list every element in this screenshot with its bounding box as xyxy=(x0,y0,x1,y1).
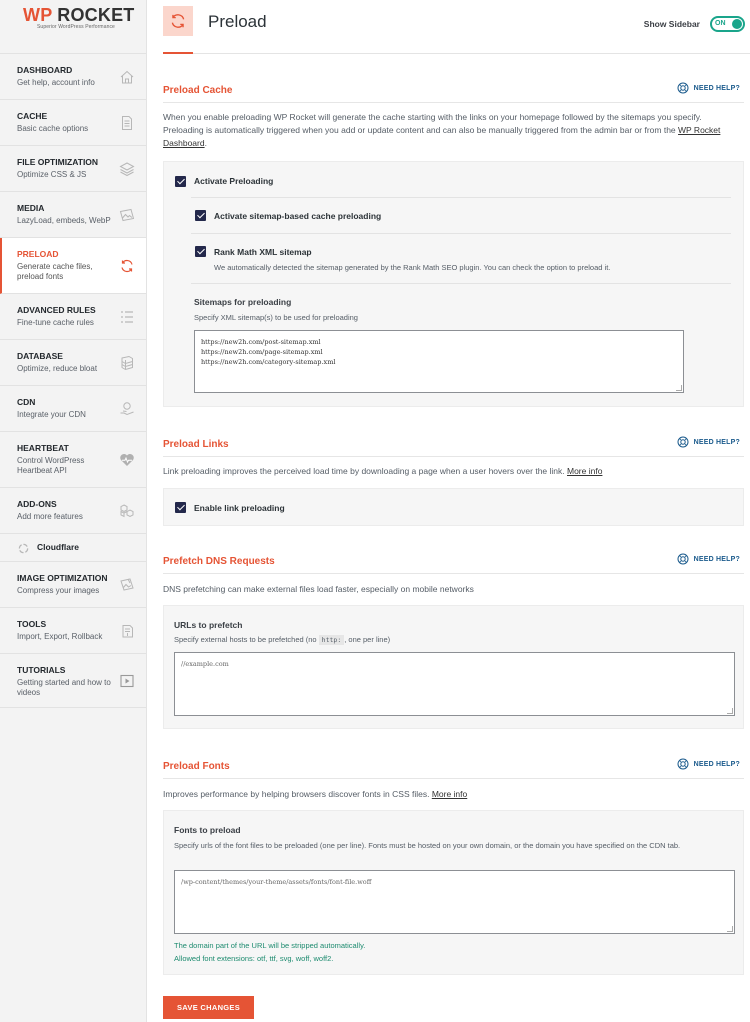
placeholder: /wp-content/themes/your-theme/assets/fonts/font-file.woff xyxy=(181,878,372,886)
enable-link-preloading-checkbox[interactable] xyxy=(175,502,186,513)
sidebar-item-desc: Basic cache options xyxy=(17,124,89,133)
sidebar-item-title: ADD-ONS xyxy=(17,499,57,509)
divider xyxy=(191,283,731,284)
sidebar-item-desc: LazyLoad, embeds, WebP xyxy=(17,216,111,225)
sidebar-item-title: DASHBOARD xyxy=(17,65,73,75)
wp-rocket-logo[interactable] xyxy=(0,0,146,54)
sidebar-item-tools[interactable] xyxy=(0,608,146,654)
fonts-textarea[interactable] xyxy=(174,870,735,934)
database-icon xyxy=(119,355,135,371)
enable-link-preloading-label: Enable link preloading xyxy=(194,503,285,513)
http-code: http: xyxy=(319,635,345,645)
activate-preloading-checkbox[interactable] xyxy=(175,176,186,187)
sidebar-item-cdn[interactable] xyxy=(0,386,146,432)
allowed-extensions-note: Allowed font extensions: otf, ttf, svg, woff, woff2. xyxy=(174,954,334,963)
tools-icon xyxy=(119,623,135,639)
prefetch-dns-options xyxy=(163,605,744,729)
play-icon xyxy=(119,673,135,689)
lifebuoy-icon xyxy=(677,758,689,770)
heartbeat-icon xyxy=(119,452,135,468)
sidebar-item-cloudflare[interactable] xyxy=(0,534,146,562)
sidebar-item-desc: Generate cache files, preload fonts xyxy=(17,262,93,281)
page-title: Preload xyxy=(208,12,267,31)
sidebar-item-dashboard[interactable] xyxy=(0,54,146,100)
need-help-label: NEED HELP? xyxy=(693,84,740,92)
sidebar-item-desc: Optimize CSS & JS xyxy=(17,170,87,179)
resize-grip[interactable] xyxy=(727,708,733,714)
preload-links-description xyxy=(163,465,743,478)
sidebar-item-desc: Optimize, reduce bloat xyxy=(17,364,98,373)
sidebar-item-desc: Get help, account info xyxy=(17,78,95,87)
sidebar-item-media[interactable] xyxy=(0,192,146,238)
document-icon xyxy=(119,115,135,131)
sidebar xyxy=(0,0,147,1022)
section-title: Preload Cache xyxy=(163,85,233,96)
need-help-label: NEED HELP? xyxy=(693,438,740,446)
resize-grip[interactable] xyxy=(676,385,682,391)
sidebar-item-title: HEARTBEAT xyxy=(17,443,69,453)
sidebar-item-title: PRELOAD xyxy=(17,249,59,259)
sidebar-item-title: ADVANCED RULES xyxy=(17,305,96,315)
sidebar-item-title: MEDIA xyxy=(17,203,45,213)
domain-stripped-note: The domain part of the URL will be stripped automatically. xyxy=(174,941,366,950)
logo-wp: WP xyxy=(23,5,53,25)
sidebar-item-desc: Fine-tune cache rules xyxy=(17,318,94,327)
sidebar-item-heartbeat[interactable] xyxy=(0,432,146,488)
activate-preloading-label: Activate Preloading xyxy=(194,176,274,186)
sidebar-item-title: TUTORIALS xyxy=(17,665,66,675)
need-help-link[interactable] xyxy=(677,82,740,94)
save-changes-button[interactable]: SAVE CHANGES xyxy=(163,996,254,1019)
sidebar-item-file-optimization[interactable] xyxy=(0,146,146,192)
help-text: Specify external hosts to be prefetched (no xyxy=(174,635,319,644)
blocks-icon xyxy=(119,503,135,519)
wp-rocket-dashboard-link[interactable]: WP Rocket Dashboard xyxy=(163,125,721,148)
show-sidebar-label: Show Sidebar xyxy=(643,19,700,29)
preload-cache-description xyxy=(163,111,743,150)
sitemap-preloading-label: Activate sitemap-based cache preloading xyxy=(214,211,382,221)
need-help-link[interactable] xyxy=(677,758,740,770)
need-help-link[interactable] xyxy=(677,436,740,448)
list-icon xyxy=(119,309,135,325)
sidebar-item-title: CACHE xyxy=(17,111,48,121)
help-text-end: , one per line) xyxy=(344,635,391,644)
preload-links-options xyxy=(163,488,744,526)
toggle-state: ON xyxy=(715,20,726,27)
sidebar-item-desc: Compress your images xyxy=(17,586,100,595)
need-help-label: NEED HELP? xyxy=(693,555,740,563)
header-underline xyxy=(163,52,193,54)
sidebar-item-title: DATABASE xyxy=(17,351,63,361)
cloudflare-icon xyxy=(18,543,29,554)
divider xyxy=(191,233,731,234)
sidebar-item-desc: Getting started and how to videos xyxy=(17,678,111,697)
section-title: Prefetch DNS Requests xyxy=(163,556,275,567)
show-sidebar-toggle[interactable] xyxy=(710,16,745,32)
sidebar-item-tutorials[interactable] xyxy=(0,654,146,708)
refresh-icon xyxy=(119,258,135,274)
lifebuoy-icon xyxy=(677,82,689,94)
prefetch-dns-description: DNS prefetching can make external files load faster, especially on mobile networks xyxy=(163,584,474,594)
sitemap-preloading-checkbox[interactable] xyxy=(195,210,206,221)
prefetch-dns-header xyxy=(163,552,744,574)
lifebuoy-icon xyxy=(677,436,689,448)
section-title: Preload Fonts xyxy=(163,761,230,772)
preload-fonts-description xyxy=(163,788,743,801)
resize-grip[interactable] xyxy=(727,926,733,932)
sidebar-item-title: TOOLS xyxy=(17,619,47,629)
preload-fonts-header xyxy=(163,757,744,779)
logo-rocket: ROCKET xyxy=(57,5,135,25)
page-header xyxy=(163,0,750,54)
urls-to-prefetch-label: URLs to prefetch xyxy=(174,620,243,630)
sidebar-item-desc: Integrate your CDN xyxy=(17,410,86,419)
sidebar-item-desc: Import, Export, Rollback xyxy=(17,632,103,641)
sitemaps-textarea[interactable] xyxy=(194,330,684,393)
sidebar-item-title: CDN xyxy=(17,397,36,407)
fonts-to-preload-label: Fonts to preload xyxy=(174,825,241,835)
refresh-icon xyxy=(169,12,187,30)
sidebar-item-preload[interactable] xyxy=(0,238,146,294)
sidebar-item-desc: Add more features xyxy=(17,512,83,521)
description-text: Improves performance by helping browsers discover fonts in CSS files. xyxy=(163,789,432,799)
sidebar-item-advanced-rules[interactable] xyxy=(0,294,146,340)
house-icon xyxy=(119,69,135,85)
image-icon xyxy=(119,207,135,223)
layers-icon xyxy=(119,161,135,177)
sidebar-item-add-ons[interactable] xyxy=(0,488,146,534)
urls-to-prefetch-help xyxy=(174,634,390,646)
more-info-link[interactable]: More info xyxy=(431,789,468,799)
section-title: Preload Links xyxy=(163,439,229,450)
more-info-link[interactable]: More info xyxy=(567,466,603,476)
rankmath-sitemap-desc: We automatically detected the sitemap generated by the Rank Math SEO plugin. You can check the option to preload it. xyxy=(214,263,611,272)
sidebar-item-title: Cloudflare xyxy=(37,542,80,552)
description-end: . xyxy=(204,138,207,148)
description-text: Link preloading improves the perceived load time by downloading a page when a user hovers over the link. xyxy=(163,466,567,476)
placeholder: //example.com xyxy=(181,660,229,668)
prefetch-urls-textarea[interactable] xyxy=(174,652,735,716)
sidebar-item-cache[interactable] xyxy=(0,100,146,146)
sidebar-item-database[interactable] xyxy=(0,340,146,386)
sidebar-item-title: IMAGE OPTIMIZATION xyxy=(17,573,108,583)
description-text: When you enable preloading WP Rocket will generate the cache starting with the links on your homepage followed by the sitemaps you specify. Preloading is automatically triggered when you add or update content and can also be manually triggered from the admin bar or from the xyxy=(163,112,702,135)
rankmath-sitemap-checkbox[interactable] xyxy=(195,246,206,257)
hand-icon xyxy=(119,401,135,417)
preload-header-icon xyxy=(163,6,193,36)
fonts-to-preload-help: Specify urls of the font files to be preloaded (one per line). Fonts must be hosted on your own domain, or the domain you have specified on the CDN tab. xyxy=(174,841,681,850)
sidebar-item-image-optimization[interactable] xyxy=(0,562,146,608)
sitemaps-help: Specify XML sitemap(s) to be used for preloading xyxy=(194,313,358,322)
preload-fonts-options xyxy=(163,810,744,975)
sidebar-item-title: FILE OPTIMIZATION xyxy=(17,157,99,167)
sitemaps-value: https://new2h.com/post-sitemap.xml https://new2h.com/page-sitemap.xml https://new2h.com/category-sitemap.xml xyxy=(201,338,336,366)
preload-cache-options xyxy=(163,161,744,407)
logo-tagline: Superior WordPress Performance xyxy=(37,24,115,30)
sidebar-item-desc: Control WordPress Heartbeat API xyxy=(17,456,85,475)
sitemaps-label: Sitemaps for preloading xyxy=(194,297,292,307)
divider xyxy=(191,197,731,198)
lifebuoy-icon xyxy=(677,553,689,565)
preload-links-header xyxy=(163,435,744,457)
imagify-icon xyxy=(119,577,135,593)
need-help-link[interactable] xyxy=(677,553,740,565)
need-help-label: NEED HELP? xyxy=(693,760,740,768)
toggle-knob xyxy=(732,19,742,29)
rankmath-sitemap-label: Rank Math XML sitemap xyxy=(214,247,312,257)
preload-cache-header xyxy=(163,81,744,103)
